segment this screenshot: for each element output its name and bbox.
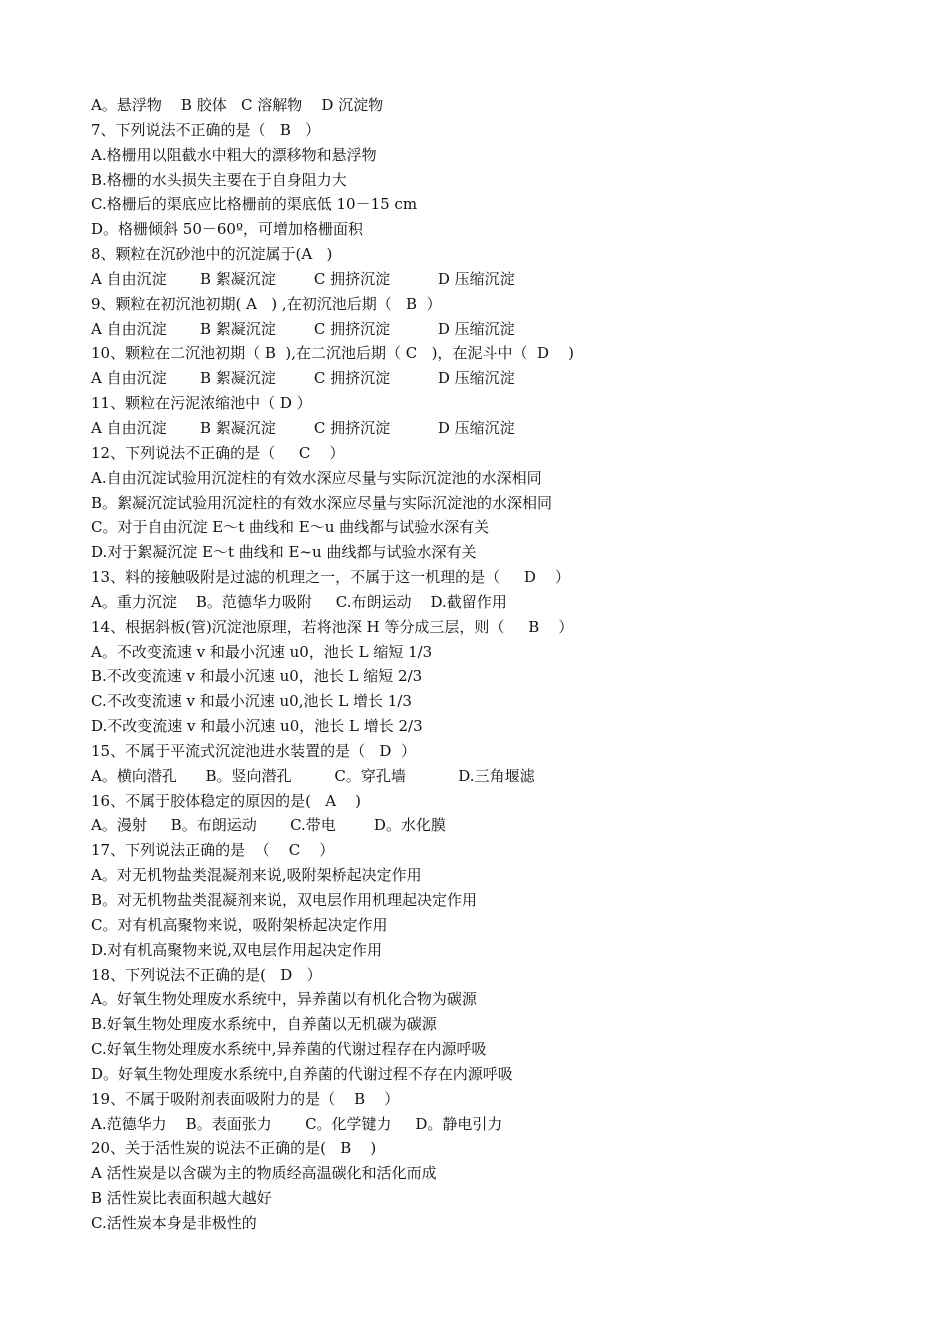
question-8: 8、颗粒在沉砂池中的沉淀属于(A ) (91, 245, 333, 264)
option-14a: A。不改变流速 v 和最小沉速 u0，池长 L 缩短 1/3 (91, 642, 433, 661)
question-14: 14、根据斜板(管)沉淀池原理，若将池深 H 等分成三层，则（ B ） (91, 617, 574, 636)
options-line-10: A 自由沉淀 B 絮凝沉淀 C 拥挤沉淀 D 压缩沉淀 (91, 369, 515, 388)
options-line-19: A.范德华力 B。表面张力 C。化学键力 D。静电引力 (91, 1114, 503, 1133)
option-18c: C.好氧生物处理废水系统中,异养菌的代谢过程存在内源呼吸 (91, 1040, 487, 1059)
option-7a: A.格栅用以阻截水中粗大的漂移物和悬浮物 (91, 145, 377, 164)
option-12a: A.自由沉淀试验用沉淀柱的有效水深应尽量与实际沉淀池的水深相同 (91, 468, 542, 487)
question-16: 16、不属于胶体稳定的原因的是( A ) (91, 791, 362, 810)
option-17a: A。对无机物盐类混凝剂来说,吸附架桥起决定作用 (91, 866, 422, 885)
option-7b: B.格栅的水头损失主要在于自身阻力大 (91, 170, 347, 189)
option-12d: D.对于絮凝沉淀 E～t 曲线和 E~u 曲线都与试验水深有关 (91, 543, 477, 562)
options-line-6: A。悬浮物 B 胶体 C 溶解物 D 沉淀物 (91, 96, 384, 114)
question-11: 11、颗粒在污泥浓缩池中（ D ） (91, 394, 312, 413)
question-17: 17、下列说法正确的是 （ C ） (91, 841, 335, 860)
options-line-8: A 自由沉淀 B 絮凝沉淀 C 拥挤沉淀 D 压缩沉淀 (91, 269, 515, 288)
options-line-13: A。重力沉淀 B。范德华力吸附 C.布朗运动 D.截留作用 (91, 592, 507, 611)
option-17b: B。对无机物盐类混凝剂来说，双电层作用机理起决定作用 (91, 891, 478, 909)
question-9: 9、颗粒在初沉池初期( A ) ,在初沉池后期（ B ） (91, 294, 442, 313)
question-12: 12、下列说法不正确的是（ C ） (91, 443, 345, 462)
option-7c: C.格栅后的渠底应比格栅前的渠底低 10－15 cm (91, 195, 418, 214)
question-13: 13、料的接触吸附是过滤的机理之一，不属于这一机理的是（ D ） (91, 568, 571, 587)
option-14b: B.不改变流速 v 和最小沉速 u0，池长 L 缩短 2/3 (91, 667, 423, 686)
option-18a: A。好氧生物处理废水系统中，异养菌以有机化合物为碳源 (91, 990, 477, 1009)
question-18: 18、下列说法不正确的是( D ） (91, 965, 322, 984)
question-19: 19、不属于吸附剂表面吸附力的是（ B ） (91, 1089, 400, 1108)
options-line-9: A 自由沉淀 B 絮凝沉淀 C 拥挤沉淀 D 压缩沉淀 (91, 319, 515, 338)
option-12c: C。对于自由沉淀 E～t 曲线和 E～u 曲线都与试验水深有关 (91, 518, 490, 537)
option-20b: B 活性炭比表面积越大越好 (91, 1189, 272, 1208)
option-20c: C.活性炭本身是非极性的 (91, 1213, 257, 1232)
options-line-15: A。横向潜孔 B。竖向潜孔 C。穿孔墙 D.三角堰滤 (91, 766, 535, 785)
option-17c: C。对有机高聚物来说，吸附架桥起决定作用 (91, 915, 388, 934)
option-14c: C.不改变流速 v 和最小沉速 u0,池长 L 增长 1/3 (91, 692, 412, 711)
option-17d: D.对有机高聚物来说,双电层作用起决定作用 (91, 940, 383, 959)
option-18d: D。好氧生物处理废水系统中,自养菌的代谢过程不存在内源呼吸 (91, 1064, 513, 1083)
question-20: 20、关于活性炭的说法不正确的是( B ) (91, 1139, 377, 1158)
options-line-16: A。漫射 B。布朗运动 C.带电 D。水化膜 (91, 816, 446, 835)
option-20a: A 活性炭是以含碳为主的物质经高温碳化和活化而成 (91, 1164, 437, 1183)
option-7d: D。格栅倾斜 50－60º，可增加格栅面积 (91, 220, 364, 239)
options-line-11: A 自由沉淀 B 絮凝沉淀 C 拥挤沉淀 D 压缩沉淀 (91, 418, 515, 437)
question-15: 15、不属于平流式沉淀池进水装置的是（ D ） (91, 741, 416, 760)
option-14d: D.不改变流速 v 和最小沉速 u0，池长 L 增长 2/3 (91, 717, 423, 736)
question-7: 7、下列说法不正确的是（ B ） (91, 120, 321, 139)
question-text-block (91, 93, 871, 1236)
option-18b: B.好氧生物处理废水系统中，自养菌以无机碳为碳源 (91, 1015, 437, 1034)
question-10: 10、颗粒在二沉池初期（ B ),在二沉池后期（ C )，在泥斗中（ D ) (91, 344, 574, 363)
option-12b: B。絮凝沉淀试验用沉淀柱的有效水深应尽量与实际沉淀池的水深相同 (91, 493, 553, 512)
